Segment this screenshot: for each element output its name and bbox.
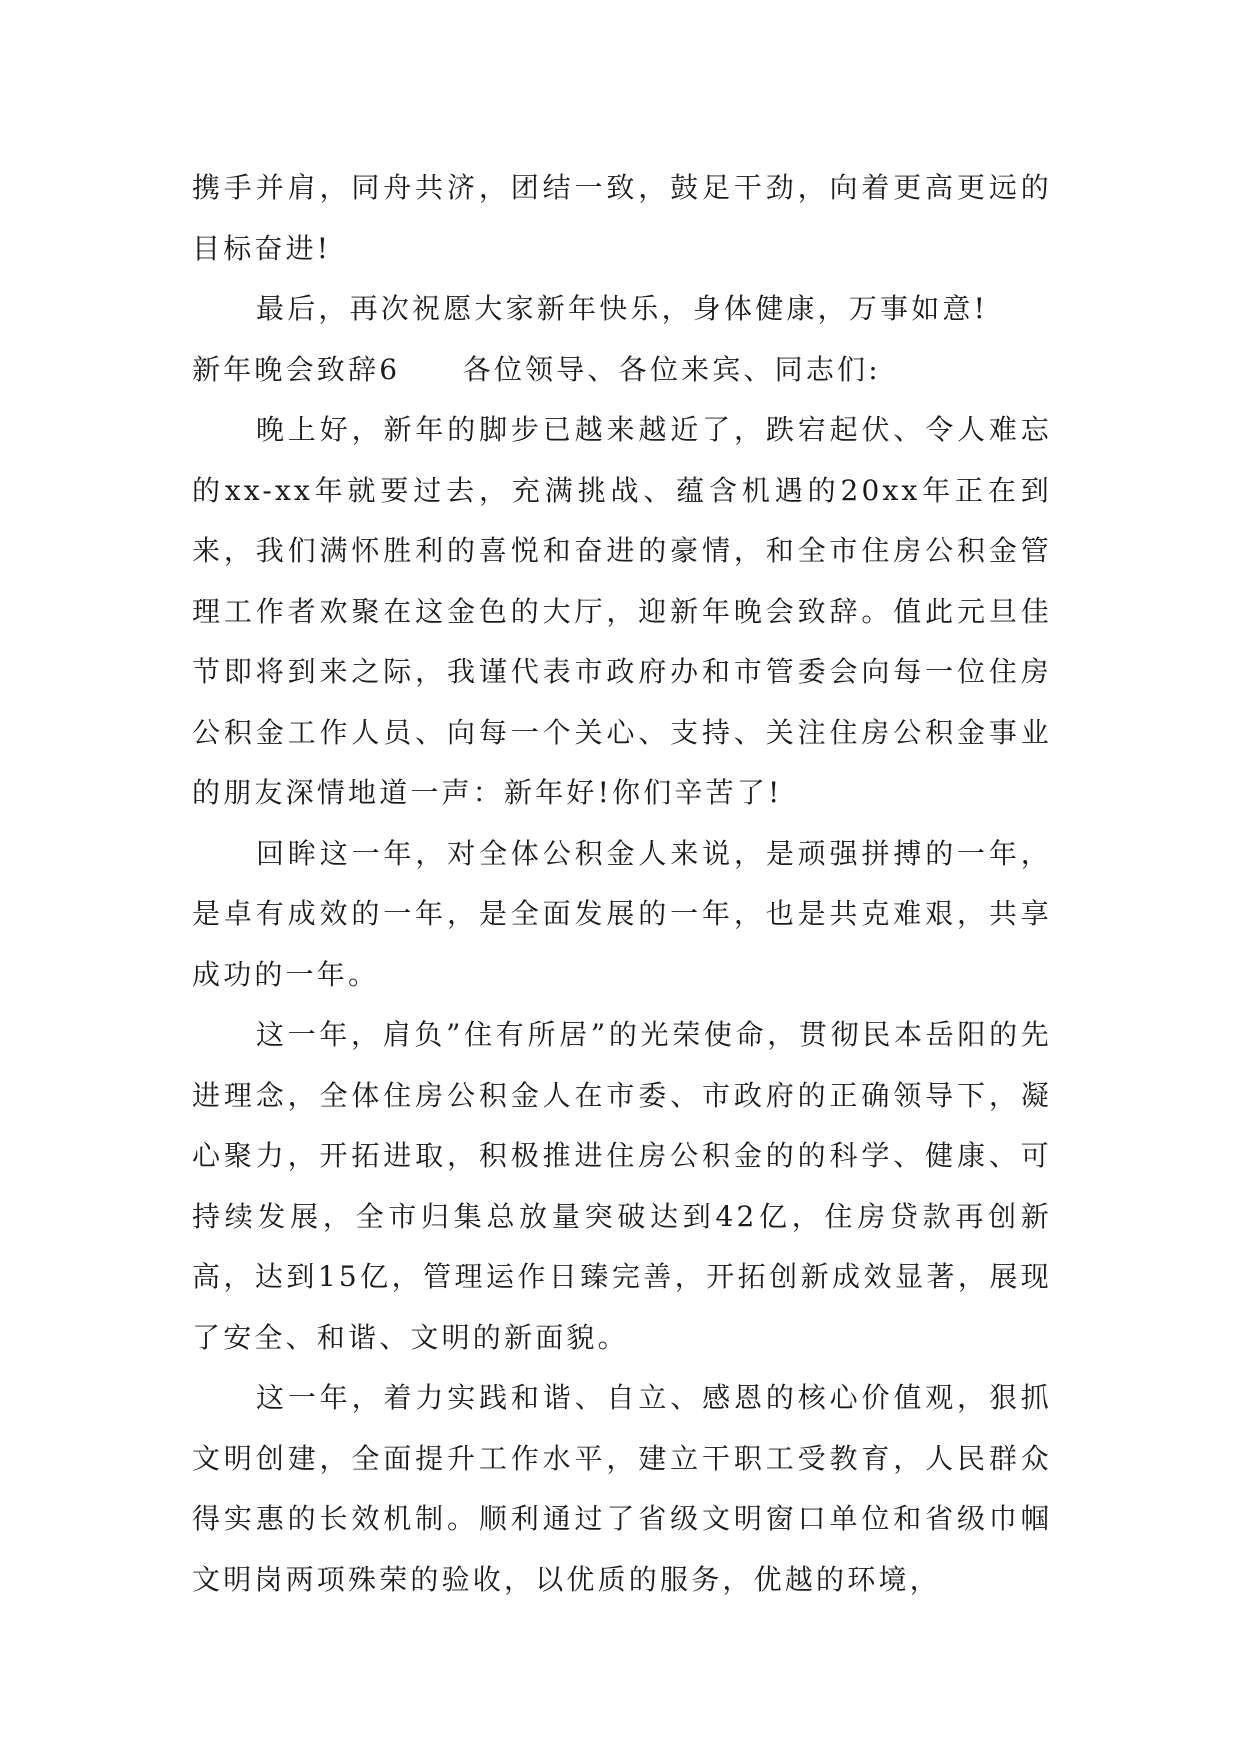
paragraph-values: 这一年，着力实践和谐、自立、感恩的核心价值观，狠抓文明创建，全面提升工作水平，建立干职工受教育，人民群众得实惠的长效机制。顺利通过了省级文明窗口单位和省级巾帼文明岗两项殊荣的验收，以优质的服务，优越的环境， [192, 1381, 1052, 1596]
document-body [192, 158, 1052, 1610]
paragraph-year-review: 回眸这一年，对全体公积金人来说，是顽强拼搏的一年，是卓有成效的一年，是全面发展的一年，也是共克难艰，共享成功的一年。 [192, 836, 1052, 991]
paragraph-greeting: 晚上好，新年的脚步已越来越近了，跌宕起伏、令人难忘的xx-xx年就要过去，充满挑战、蕴含机遇的20xx年正在到来，我们满怀胜利的喜悦和奋进的豪情，和全市住房公积金管理工作者欢聚在这金色的大厅，迎新年晚会致辞。值此元旦佳节即将到来之际，我谨代表市政府办和市管委会向每一位住房公积金工作人员、向每一个关心、支持、关注住房公积金事业的朋友深情地道一声：新年好!你们辛苦了! [192, 413, 1052, 809]
paragraph-closing-continuation: 携手并肩，同舟共济，团结一致，鼓足干劲，向着更高更远的目标奋进! [192, 171, 1052, 265]
paragraph-achievements: 这一年，肩负”住有所居”的光荣使命，贯彻民本岳阳的先进理念，全体住房公积金人在市委、市政府的正确领导下，凝心聚力，开拓进取，积极推进住房公积金的的科学、健康、可持续发展，全市归集总放量突破达到42亿，住房贷款再创新高，达到15亿，管理运作日臻完善，开拓创新成效显著，展现了安全、和谐、文明的新面貌。 [192, 1018, 1052, 1354]
paragraph-final-wishes: 最后，再次祝愿大家新年快乐，身体健康，万事如意! [256, 292, 989, 325]
section-heading: 新年晚会致辞6 各位领导、各位来宾、同志们: [192, 352, 881, 386]
